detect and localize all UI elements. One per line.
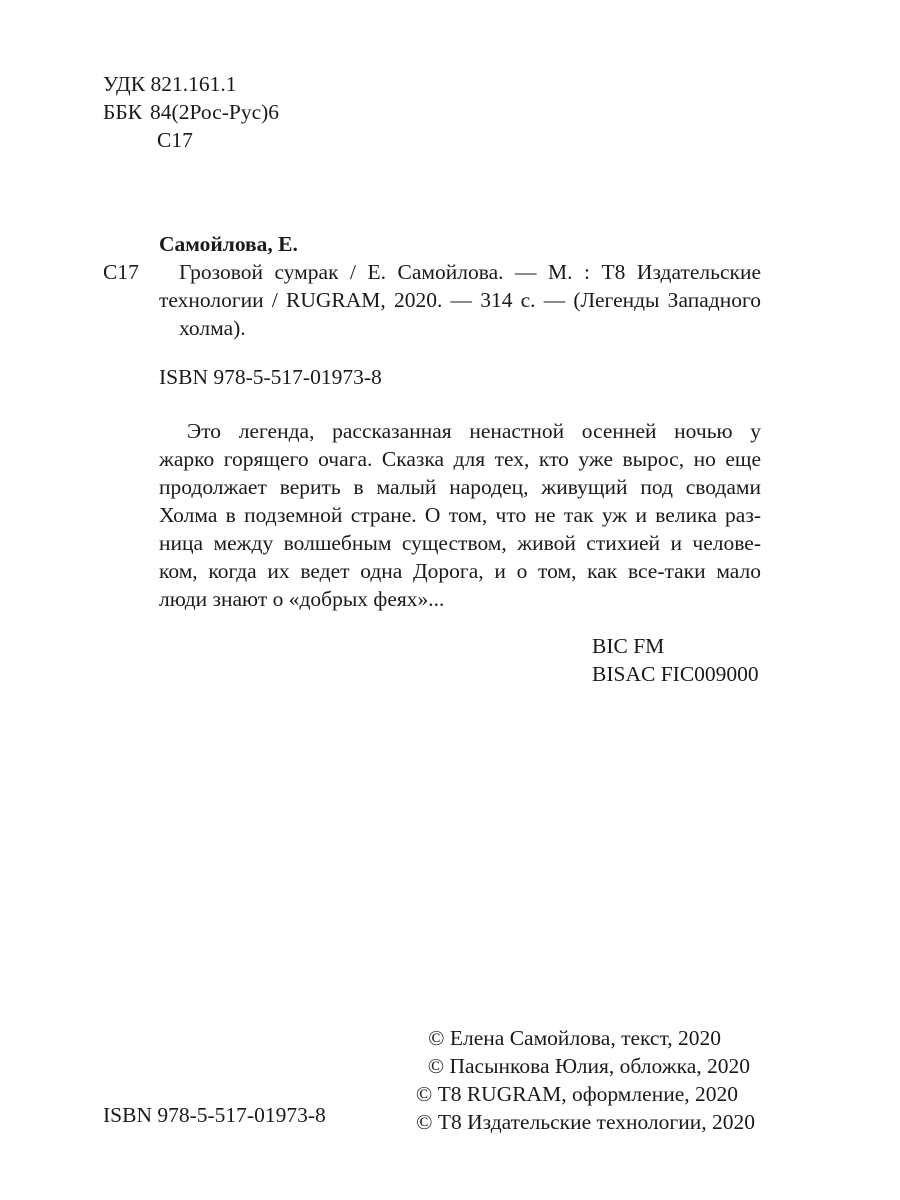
bbk-label: ББК	[103, 100, 143, 124]
annotation-line: Это легенда, рассказанная ненастной осенней ночью у	[187, 419, 761, 443]
annotation-line: жарко горящего очага. Сказка для тех, кто уже вырос, но еще	[159, 447, 761, 471]
catalog-line: Грозовой сумрак / Е. Самойлова. — М. : Т8 Издательские	[179, 260, 761, 284]
copyright-block	[416, 1024, 755, 1136]
annotation-line: продолжает верить в малый народец, живущий под сводами	[159, 475, 761, 499]
udk-code: 821.161.1	[150, 72, 237, 96]
copyright-line: © Т8 Издательские технологии, 2020	[416, 1110, 755, 1134]
bic-code: BIC FM	[592, 634, 665, 658]
copyright-line: © Т8 RUGRAM, оформление, 2020	[415, 1082, 738, 1106]
udk-label: УДК	[103, 72, 146, 96]
catalog-line: технологии / RUGRAM, 2020. — 314 с. — (Легенды Западного	[159, 288, 761, 312]
annotation-line: люди знают о «добрых феях»...	[159, 587, 445, 611]
catalog-description	[159, 258, 761, 342]
udk-line	[103, 70, 236, 98]
author-mark-top: С17	[157, 128, 193, 152]
copyright-line: © Елена Самойлова, текст, 2020	[428, 1026, 721, 1050]
catalog-isbn: ISBN 978-5-517-01973-8	[159, 365, 382, 389]
annotation-line: ница между волшебным существом, живой стихией и челове-	[159, 531, 761, 555]
catalog-line: холма).	[179, 316, 246, 340]
bbk-line	[103, 98, 279, 126]
annotation-line: ком, когда их ведет одна Дорога, и о том, как все-таки мало	[159, 559, 761, 583]
annotation-line: Холма в подземной стране. О том, что не так уж и велика раз-	[159, 503, 761, 527]
author-mark-left: С17	[103, 260, 139, 284]
bisac-code: BISAC FIC009000	[592, 662, 759, 686]
catalog-author: Самойлова, Е.	[159, 232, 298, 256]
annotation-paragraph	[159, 417, 761, 613]
footer-isbn: ISBN 978-5-517-01973-8	[103, 1103, 326, 1127]
bbk-code: 84(2Рос-Рус)6	[150, 100, 280, 124]
copyright-line: © Пасынкова Юлия, обложка, 2020	[427, 1054, 750, 1078]
